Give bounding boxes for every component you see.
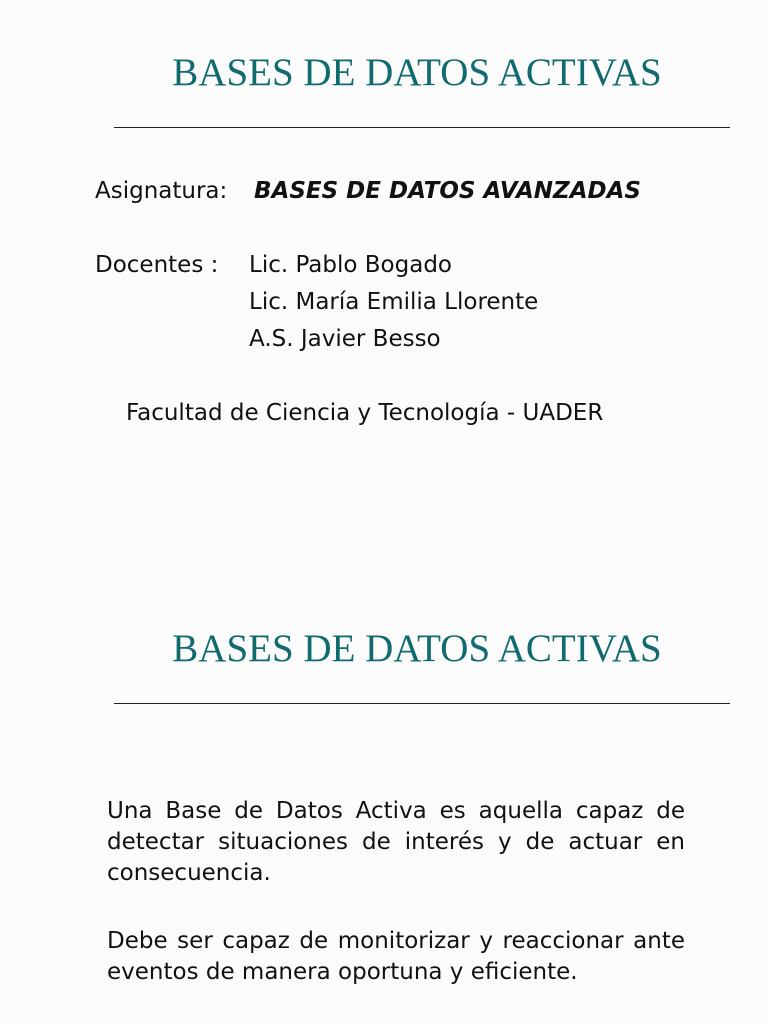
slide-title: BASES DE DATOS ACTIVAS [172,51,662,94]
paragraph: Debe ser capaz de monitorizar y reaccionar ante eventos de manera oportuna y eficiente. [107,928,685,985]
institution-text: Facultad de Ciencia y Tecnología - UADER [126,400,604,426]
subject-label: Asignatura: [95,178,228,204]
slide-title: BASES DE DATOS ACTIVAS [172,627,662,670]
title-divider [114,703,730,704]
teacher-name: Lic. Pablo Bogado [249,252,452,278]
teacher-name: Lic. María Emilia Llorente [249,289,539,315]
teachers-label: Docentes : [95,252,219,278]
teacher-name: A.S. Javier Besso [249,326,441,352]
paragraph: Una Base de Datos Activa es aquella capaz de detectar situaciones de interés y de actuar en consecuencia. [107,798,685,886]
subject-value: BASES DE DATOS AVANZADAS [254,178,641,204]
slide-2 [0,576,768,1024]
title-divider [114,127,730,128]
